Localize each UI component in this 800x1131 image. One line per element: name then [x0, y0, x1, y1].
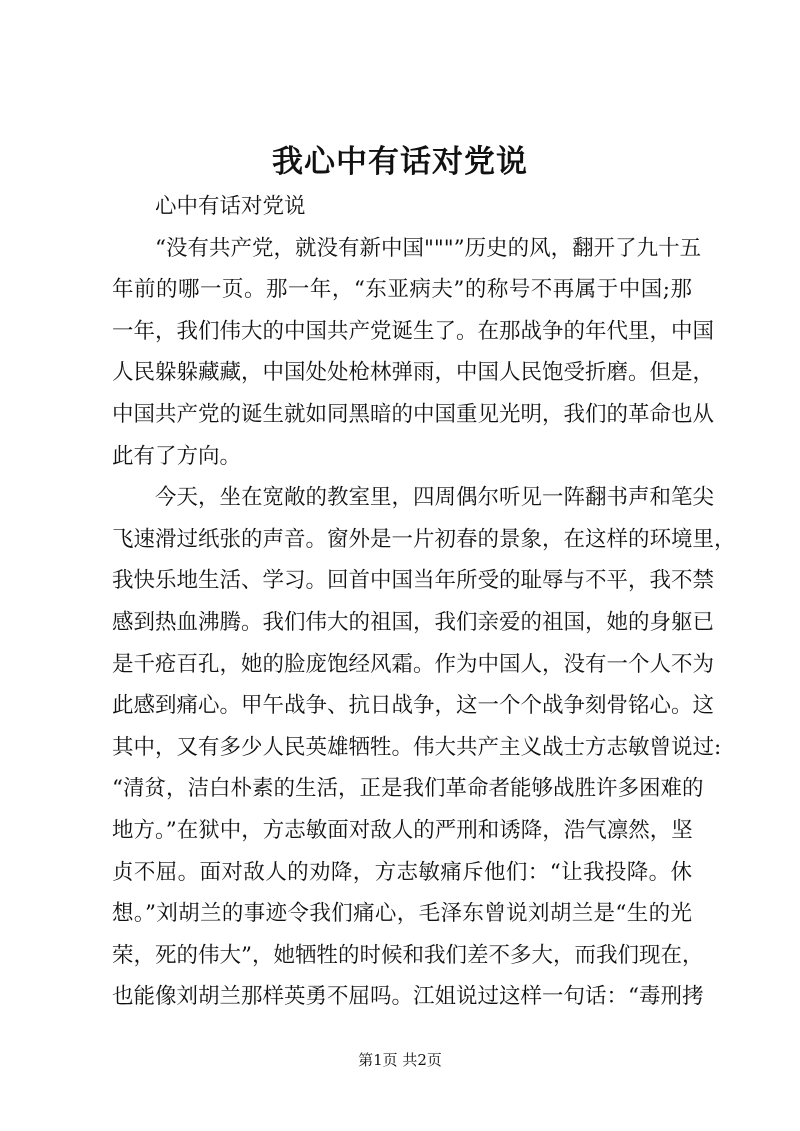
text-line: 贞不屈。面对敌人的劝降，方志敏痛斥他们：“让我投降。休 — [112, 859, 692, 885]
text-line: 此感到痛心。甲午战争、抗日战争，这一个个战争刻骨铭心。这 — [112, 693, 715, 719]
text-line: 荣，死的伟大”，她牺牲的时候和我们差不多大，而我们现在， — [112, 942, 704, 968]
document-body — [112, 186, 736, 1018]
text-line: 其中，又有多少人民英雄牺牲。伟大共产主义战士方志敏曾说过: — [112, 734, 722, 760]
text-line: 心中有话对党说 — [155, 194, 306, 219]
text-line: 此有了方向。 — [112, 443, 242, 469]
text-line: 飞速滑过纸张的声音。窗外是一片初春的景象，在这样的环境里， — [112, 526, 736, 552]
page-footer: 第1页 共2页 — [358, 1051, 442, 1069]
document-title: 我心中有话对党说 — [272, 144, 528, 180]
text-line: 地方。”在狱中，方志敏面对敌人的严刑和诱降，浩气凛然，坚 — [112, 817, 693, 843]
text-line: 今天，坐在宽敞的教室里，四周偶尔听见一阵翻书声和笔尖 — [155, 485, 715, 511]
text-line: 一年，我们伟大的中国共产党诞生了。在那战争的年代里，中国 — [112, 318, 715, 344]
text-line: 年前的哪一页。那一年，“东亚病夫”的称号不再属于中国;那 — [112, 277, 692, 303]
text-line: 中国共产党的诞生就如同黑暗的中国重见光明，我们的革命也从 — [112, 401, 715, 427]
text-line: 人民躲躲藏藏，中国处处枪林弹雨，中国人民饱受折磨。但是， — [112, 360, 715, 386]
text-line: 我快乐地生活、学习。回首中国当年所受的耻辱与不平，我不禁 — [112, 568, 715, 594]
text-line: 感到热血沸腾。我们伟大的祖国，我们亲爱的祖国，她的身躯已 — [112, 609, 715, 635]
text-line: 是千疮百孔，她的脸庞饱经风霜。作为中国人，没有一个人不为 — [112, 651, 715, 677]
text-line: “没有共产党，就没有新中国"""”历史的风，翻开了九十五 — [155, 235, 702, 261]
text-line: 想。”刘胡兰的事迹令我们痛心，毛泽东曾说刘胡兰是“生的光 — [112, 901, 692, 927]
text-line: 也能像刘胡兰那样英勇不屈吗。江姐说过这样一句话：“毒刑拷 — [112, 984, 704, 1010]
text-line: “清贫，洁白朴素的生活，正是我们革命者能够战胜许多困难的 — [112, 776, 704, 802]
